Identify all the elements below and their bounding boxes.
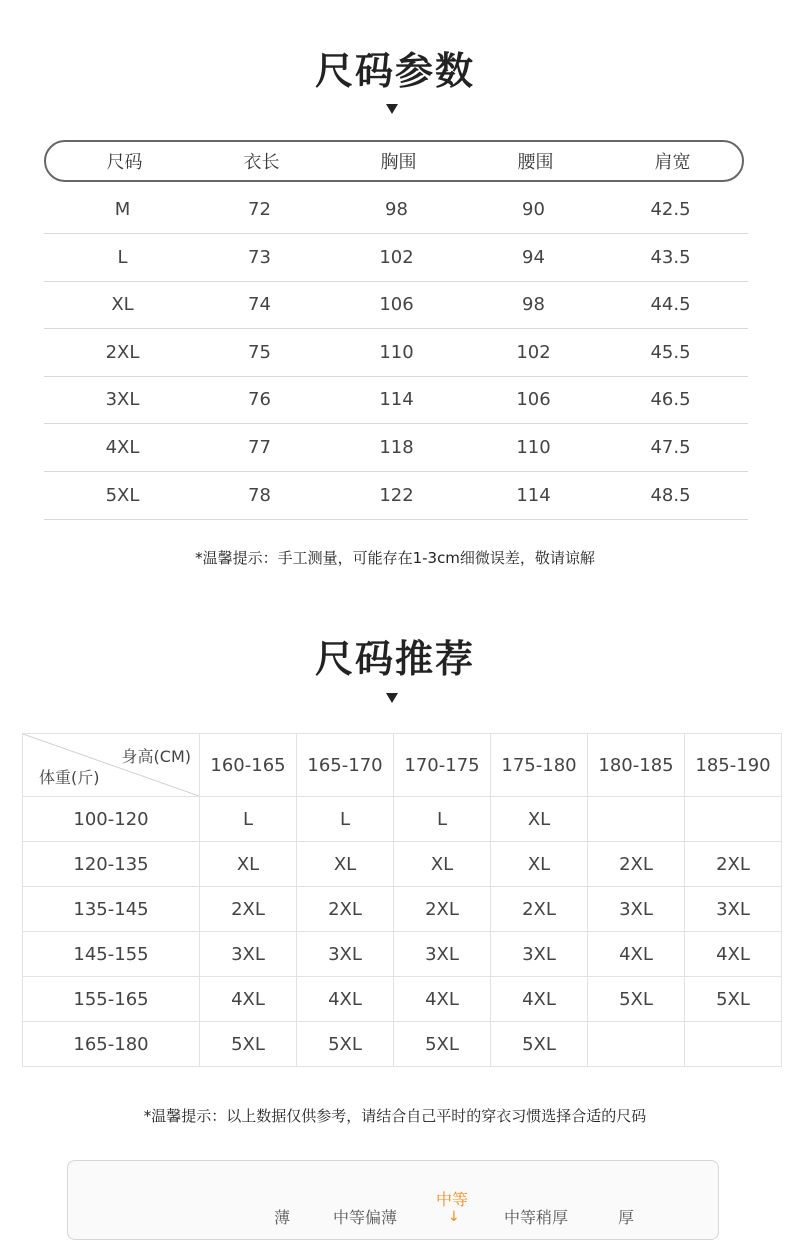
table-cell: L bbox=[117, 246, 128, 268]
size-cell: L bbox=[394, 797, 491, 842]
table-cell: 77 bbox=[248, 437, 271, 458]
table-cell: 106 bbox=[379, 294, 414, 316]
table-row bbox=[23, 797, 782, 842]
table-cell: 47.5 bbox=[650, 437, 691, 458]
size-cell bbox=[685, 1022, 782, 1067]
size-recommend-title: 尺码推荐 bbox=[314, 637, 475, 681]
size-cell: 3XL bbox=[685, 887, 782, 932]
height-header: 185-190 bbox=[685, 734, 782, 797]
size-cell: 2XL bbox=[200, 887, 297, 932]
weight-cell: 165-180 bbox=[23, 1022, 200, 1067]
table-row bbox=[44, 472, 748, 520]
size-cell: L bbox=[297, 797, 394, 842]
header-cell: 腰围 bbox=[517, 152, 554, 173]
size-recommend-table bbox=[22, 733, 782, 1067]
table-cell: 106 bbox=[516, 389, 551, 411]
table-cell: 73 bbox=[248, 246, 271, 268]
table-cell: 90 bbox=[522, 199, 545, 220]
size-cell: 3XL bbox=[394, 932, 491, 977]
table-cell: 102 bbox=[379, 246, 414, 268]
height-header: 160-165 bbox=[200, 734, 297, 797]
table-header-row bbox=[23, 734, 782, 797]
size-cell: 2XL bbox=[491, 887, 588, 932]
thickness-card bbox=[67, 1160, 719, 1240]
table-row bbox=[23, 887, 782, 932]
height-header: 170-175 bbox=[394, 734, 491, 797]
size-cell bbox=[588, 797, 685, 842]
table-cell: 114 bbox=[516, 484, 551, 506]
table-cell: 78 bbox=[248, 484, 271, 506]
size-params-note: *温馨提示：手工测量，可能存在1-3cm细微误差，敬请谅解 bbox=[195, 549, 595, 567]
table-cell: 3XL bbox=[105, 389, 140, 411]
table-cell: 4XL bbox=[105, 437, 140, 458]
thickness-option: 厚 bbox=[618, 1208, 635, 1227]
size-cell: 5XL bbox=[685, 977, 782, 1022]
weight-cell: 100-120 bbox=[23, 797, 200, 842]
table-cell: 98 bbox=[522, 294, 545, 316]
height-header: 175-180 bbox=[491, 734, 588, 797]
table-cell: 45.5 bbox=[650, 341, 691, 363]
table-cell: 5XL bbox=[105, 484, 140, 506]
table-row bbox=[23, 977, 782, 1022]
table-cell: 118 bbox=[379, 437, 414, 458]
table-row bbox=[23, 842, 782, 887]
table-cell: 94 bbox=[522, 246, 545, 268]
table-row bbox=[23, 1022, 782, 1067]
table-cell: 44.5 bbox=[650, 294, 691, 316]
header-cell: 肩宽 bbox=[654, 152, 691, 173]
size-cell: 2XL bbox=[394, 887, 491, 932]
height-axis-label: 身高(CM) bbox=[121, 747, 191, 766]
down-arrow-icon bbox=[386, 104, 398, 114]
thickness-option: 薄 bbox=[274, 1208, 291, 1227]
table-cell: 114 bbox=[379, 389, 414, 411]
table-cell: 102 bbox=[516, 341, 551, 363]
size-cell: XL bbox=[491, 842, 588, 887]
selected-arrow-icon: ↓ bbox=[448, 1209, 460, 1225]
height-header: 165-170 bbox=[297, 734, 394, 797]
size-cell: XL bbox=[200, 842, 297, 887]
table-cell: XL bbox=[111, 294, 134, 316]
size-params-title: 尺码参数 bbox=[314, 49, 475, 93]
table-cell: 98 bbox=[385, 199, 408, 220]
weight-cell: 155-165 bbox=[23, 977, 200, 1022]
size-recommend-note: *温馨提示：以上数据仅供参考，请结合自己平时的穿衣习惯选择合适的尺码 bbox=[143, 1107, 647, 1125]
weight-cell: 135-145 bbox=[23, 887, 200, 932]
table-row bbox=[44, 186, 748, 234]
corner-cell bbox=[23, 734, 200, 797]
size-params-header bbox=[44, 140, 744, 182]
table-cell: 72 bbox=[248, 199, 271, 220]
table-cell: 42.5 bbox=[650, 199, 691, 220]
header-cell: 胸围 bbox=[380, 152, 417, 173]
table-row bbox=[23, 932, 782, 977]
thickness-option-selected: 中等 bbox=[436, 1190, 469, 1209]
size-cell: 5XL bbox=[200, 1022, 297, 1067]
thickness-option: 中等稍厚 bbox=[504, 1208, 569, 1227]
size-cell bbox=[588, 1022, 685, 1067]
thickness-option: 中等偏薄 bbox=[333, 1208, 398, 1227]
size-cell: XL bbox=[394, 842, 491, 887]
table-cell: 110 bbox=[379, 341, 414, 363]
weight-axis-label: 体重(斤) bbox=[39, 768, 100, 787]
table-row bbox=[44, 376, 748, 424]
size-cell: 2XL bbox=[588, 842, 685, 887]
size-cell bbox=[685, 797, 782, 842]
table-cell: 122 bbox=[379, 484, 414, 506]
size-cell: 4XL bbox=[200, 977, 297, 1022]
table-cell: 110 bbox=[516, 437, 551, 458]
table-cell: 76 bbox=[248, 389, 271, 411]
size-cell: 5XL bbox=[491, 1022, 588, 1067]
table-row bbox=[44, 329, 748, 377]
table-row bbox=[44, 281, 748, 329]
table-row bbox=[44, 234, 748, 282]
size-cell: XL bbox=[297, 842, 394, 887]
size-cell: 5XL bbox=[588, 977, 685, 1022]
size-cell: 4XL bbox=[588, 932, 685, 977]
size-cell: 2XL bbox=[685, 842, 782, 887]
height-header: 180-185 bbox=[588, 734, 685, 797]
size-cell: L bbox=[200, 797, 297, 842]
size-cell: XL bbox=[491, 797, 588, 842]
size-cell: 3XL bbox=[491, 932, 588, 977]
table-row bbox=[44, 424, 748, 472]
size-cell: 4XL bbox=[491, 977, 588, 1022]
table-cell: 2XL bbox=[105, 341, 140, 363]
size-cell: 5XL bbox=[297, 1022, 394, 1067]
table-cell: 46.5 bbox=[650, 389, 691, 411]
weight-cell: 145-155 bbox=[23, 932, 200, 977]
size-cell: 2XL bbox=[297, 887, 394, 932]
size-cell: 3XL bbox=[200, 932, 297, 977]
size-cell: 4XL bbox=[297, 977, 394, 1022]
table-cell: M bbox=[114, 199, 131, 220]
down-arrow-icon bbox=[386, 693, 398, 703]
header-cell: 尺码 bbox=[106, 152, 143, 173]
table-cell: 75 bbox=[248, 341, 271, 363]
table-cell: 43.5 bbox=[650, 246, 691, 268]
weight-cell: 120-135 bbox=[23, 842, 200, 887]
size-cell: 3XL bbox=[297, 932, 394, 977]
size-cell: 4XL bbox=[685, 932, 782, 977]
header-cell: 衣长 bbox=[243, 152, 280, 173]
size-cell: 5XL bbox=[394, 1022, 491, 1067]
size-cell: 4XL bbox=[394, 977, 491, 1022]
size-cell: 3XL bbox=[588, 887, 685, 932]
table-cell: 74 bbox=[248, 294, 271, 316]
table-cell: 48.5 bbox=[650, 484, 691, 506]
